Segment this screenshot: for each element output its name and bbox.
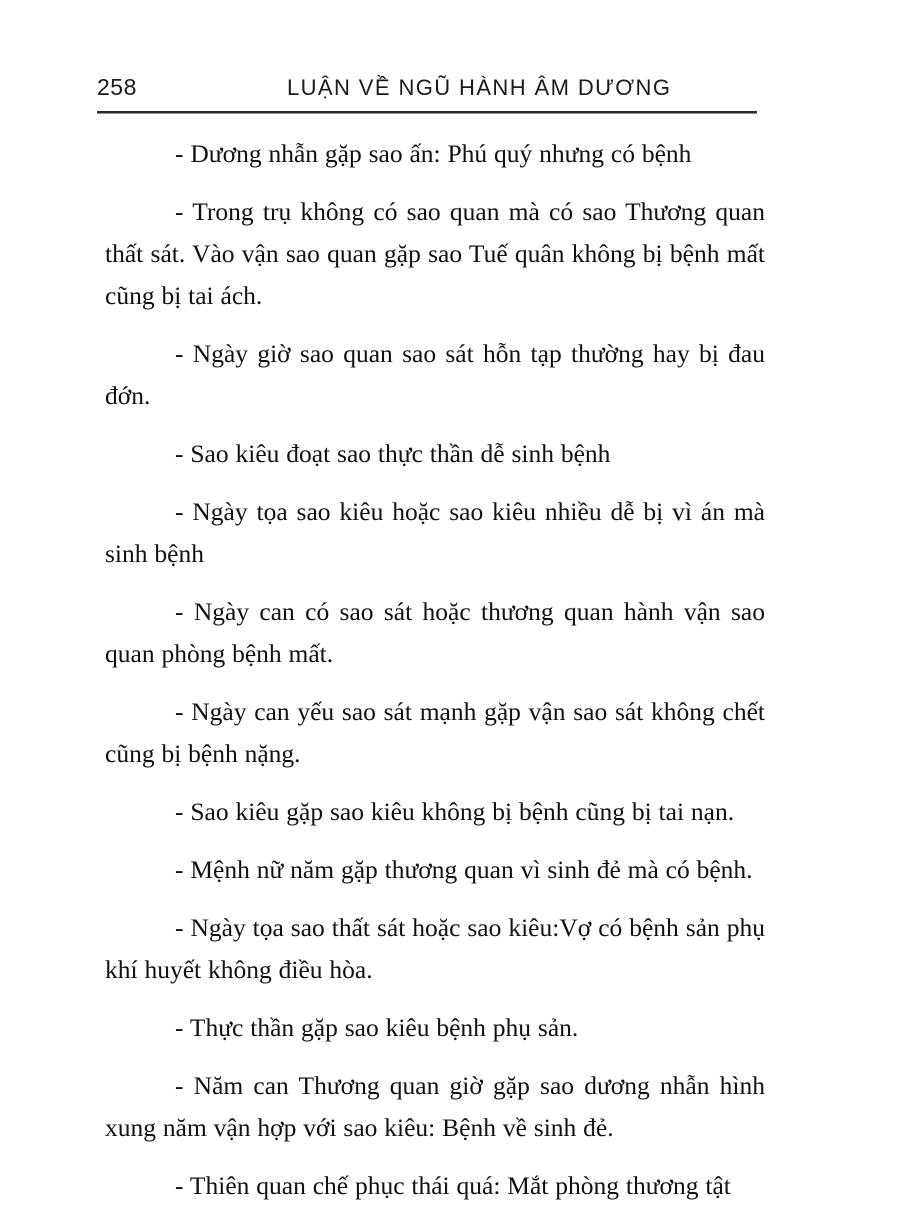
paragraph: - Ngày can yếu sao sát mạnh gặp vận sao sát không chết cũng bị bệnh nặng. (105, 697, 765, 768)
paragraph: - Ngày can có sao sát hoặc thương quan hành vận sao quan phòng bệnh mất. (105, 597, 765, 668)
header-divider-rule (97, 111, 757, 113)
paragraph: - Ngày tọa sao thất sát hoặc sao kiêu:Vợ có bệnh sản phụ khí huyết không điều hòa. (105, 913, 765, 984)
paragraph: - Ngày tọa sao kiêu hoặc sao kiêu nhiều dễ bị vì án mà sinh bệnh (105, 497, 765, 568)
paragraph: - Dương nhẫn gặp sao ấn: Phú quý nhưng có bệnh (175, 139, 692, 168)
paragraph: - Thực thần gặp sao kiêu bệnh phụ sản. (175, 1013, 579, 1042)
paragraph: - Sao kiêu đoạt sao thực thần dễ sinh bệnh (175, 439, 611, 468)
paragraph: - Ngày giờ sao quan sao sát hỗn tạp thường hay bị đau đớn. (105, 339, 765, 410)
page-number: 258 (97, 74, 137, 100)
paragraph: - Mệnh nữ năm gặp thương quan vì sinh đẻ mà có bệnh. (175, 855, 753, 884)
paragraph: - Năm can Thương quan giờ gặp sao dương nhẫn hình xung năm vận hợp với sao kiêu: Bệnh về sinh đẻ. (105, 1071, 765, 1142)
paragraph: - Thiên quan chế phục thái quá: Mắt phòng thương tật (175, 1171, 731, 1200)
paragraph: - Sao kiêu gặp sao kiêu không bị bệnh cũng bị tai nạn. (175, 797, 735, 826)
running-head (97, 76, 757, 110)
paragraph: - Trong trụ không có sao quan mà có sao Thương quan thất sát. Vào vận sao quan gặp sao Tuế quân không bị bệnh mất cũng bị tai ách. (105, 197, 765, 310)
body-text-block (105, 133, 765, 1207)
running-head-title: LUẬN VỀ NGŨ HÀNH ÂM DƯƠNG (287, 75, 672, 100)
